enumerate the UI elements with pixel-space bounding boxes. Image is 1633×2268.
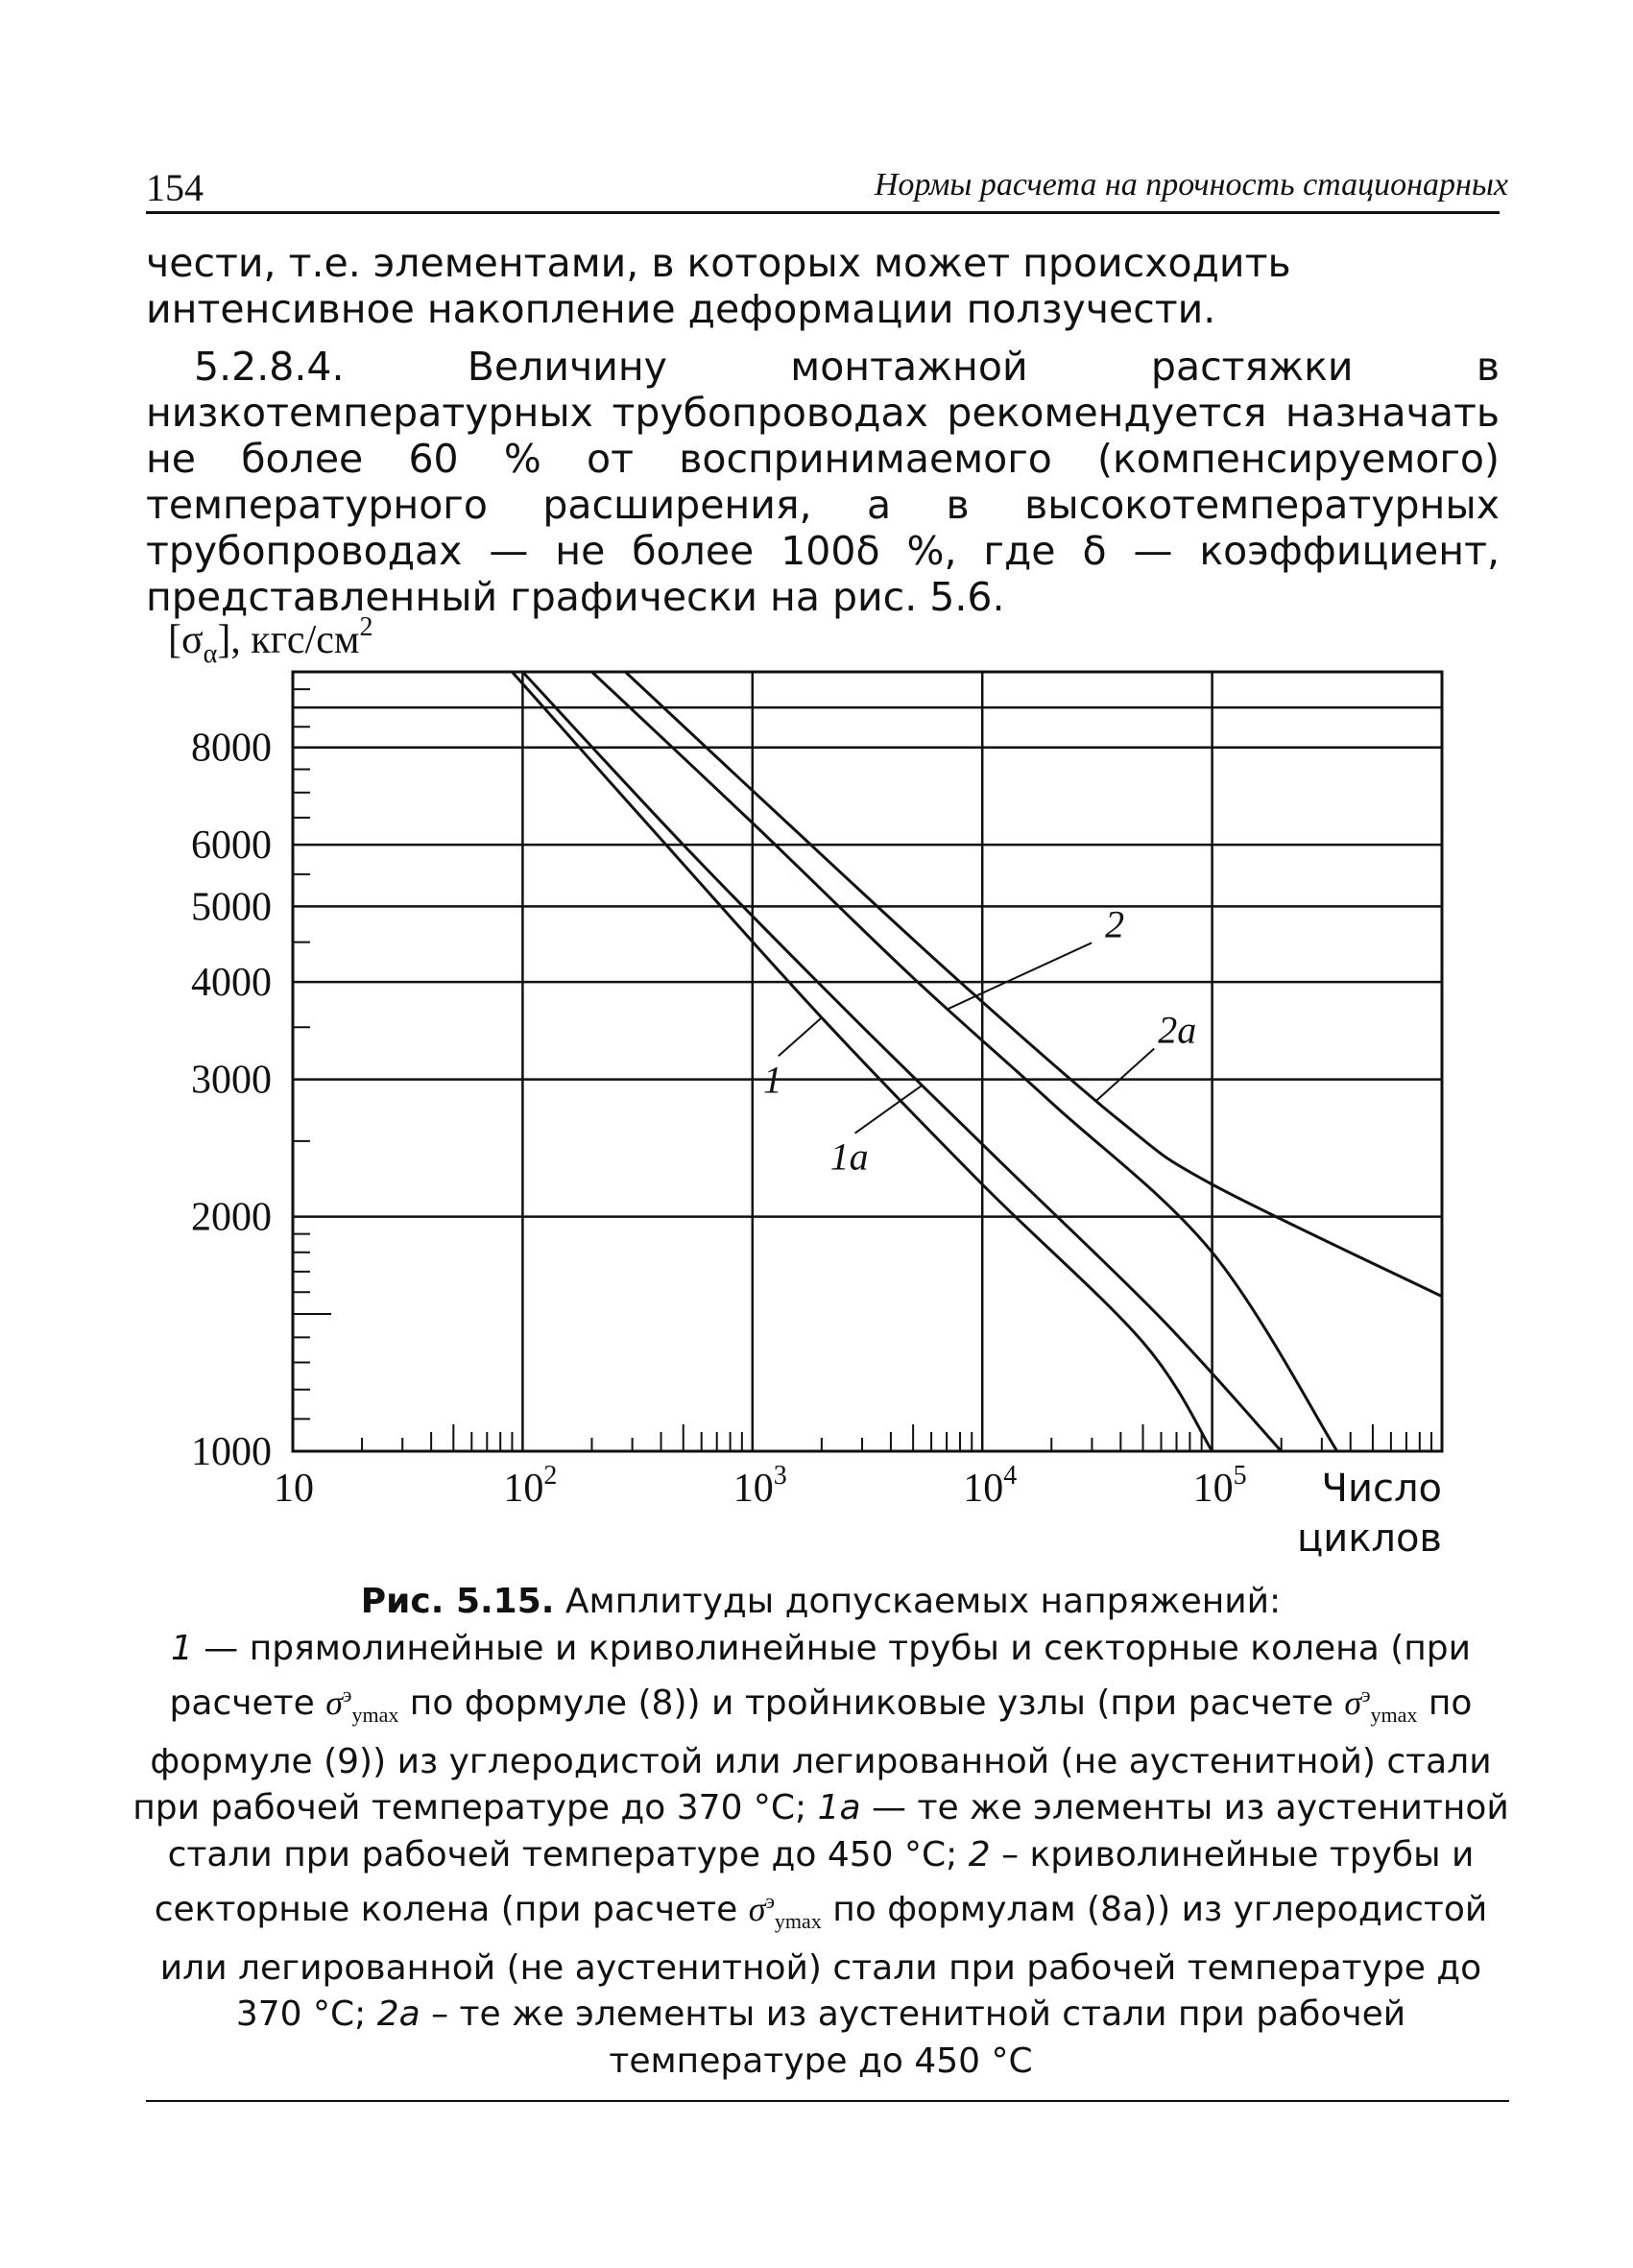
curve-1a: [522, 672, 1281, 1451]
chart-curves: [512, 672, 1442, 1451]
caption-text-2a-desc: – те же элементы из аустенитной стали при рабочей температуре до 450 °С: [420, 1994, 1406, 2081]
sigma-sub: ymax: [351, 1703, 399, 1728]
running-head: Нормы расчета на прочность стационарных: [874, 167, 1508, 203]
y-tick-label: 3000: [191, 1058, 272, 1103]
caption-text-2b: по формулам (8а)) из углеродистой или легированной (не аустенитной) стали при рабочей температуре до 370 °С;: [159, 1890, 1488, 2035]
sigma-letter: σ: [1344, 1683, 1362, 1722]
sigma-sup: э: [765, 1889, 775, 1914]
caption-title: Амплитуды допускаемых напряжений:: [564, 1582, 1282, 1621]
x-tick-label: $10^5$: [1192, 1461, 1247, 1511]
curve-label-leader: [855, 1086, 923, 1134]
caption-key-2: 2: [968, 1834, 991, 1874]
sigma-symbol: [1344, 1683, 1418, 1728]
x-tick-exponent: 4: [1003, 1461, 1018, 1491]
sigma-letter: σ: [748, 1890, 766, 1929]
x-axis-title: циклов: [1297, 1516, 1442, 1561]
page-number: 154: [146, 166, 204, 209]
caption-title-line: [125, 1579, 1517, 1626]
x-tick-label: 10: [274, 1467, 314, 1511]
y-tick-label: 2000: [191, 1195, 272, 1240]
curve-1: [512, 672, 1212, 1451]
x-axis-title: Число: [1321, 1467, 1442, 1511]
caption-key-1a: 1а: [817, 1788, 861, 1828]
x-tick-exponent: 3: [773, 1461, 787, 1491]
caption-body: [125, 1626, 1517, 2086]
caption-text-1a-desc: — те же элементы из аустенитной стали при рабочей температуре до 450 °С;: [167, 1788, 1509, 1874]
curve-label-leader: [948, 943, 1092, 1009]
sigma-symbol: [748, 1889, 822, 1934]
y-axis-title-sup: 2: [359, 612, 373, 642]
y-tick-label: 4000: [191, 961, 272, 1006]
chart-minor-ticks: [293, 689, 1431, 1451]
caption-figure-number: Рис. 5.15.: [360, 1582, 555, 1621]
curve-label-leader: [779, 1017, 822, 1056]
caption-text-1b: по формуле (8)) и тройниковые узлы (при расчете: [398, 1683, 1345, 1723]
caption-text-2a: – криволинейные трубы и секторные колена (при расчете: [154, 1834, 1475, 1930]
x-tick-label: $10^2$: [503, 1461, 558, 1511]
sigma-sup: э: [1361, 1683, 1371, 1707]
caption-key-1: 1: [170, 1628, 193, 1668]
paragraph-2-text: 5.2.8.4. Величину монтажной растяжки в низкотемпературных трубопроводах рекомендуется назначать не более 60 % от воспринимаемого (компенсируемого) температурного расширения, а в высокотемпературных трубопроводах — не более 100δ %, где δ — коэффициент, представленный графически на рис. 5.6.: [146, 344, 1500, 620]
curve-label: 1: [762, 1058, 782, 1102]
y-tick-label: 5000: [191, 885, 272, 930]
sigma-sub: ymax: [1370, 1703, 1418, 1728]
caption-text-1c: по формуле (9)) из углеродистой или легированной (не аустенитной) стали при рабочей температуре до 370 °С;: [132, 1683, 1492, 1828]
curve-label: 1a: [829, 1134, 869, 1179]
sigma-symbol: [325, 1683, 399, 1728]
sigma-sub: ymax: [774, 1909, 822, 1934]
curve-label: 2a: [1158, 1008, 1197, 1052]
x-tick-label: $10^3$: [732, 1461, 787, 1511]
sigma-sup: э: [343, 1683, 352, 1707]
caption-text-1a: — прямолинейные и криволинейные трубы и секторные колена (при расчете: [169, 1628, 1472, 1723]
figure-caption: [125, 1579, 1517, 2085]
caption-key-2a: 2а: [376, 1994, 420, 2035]
x-tick-exponent: 2: [543, 1461, 558, 1491]
curve-2: [592, 672, 1337, 1451]
sigma-letter: σ: [325, 1683, 343, 1722]
x-tick-label: $10^4$: [963, 1461, 1018, 1511]
bottom-rule: [146, 2100, 1509, 2102]
y-tick-label: 1000: [191, 1430, 272, 1474]
y-tick-label: 8000: [191, 726, 272, 771]
y-axis-title: [168, 612, 372, 669]
x-tick-exponent: 5: [1233, 1461, 1247, 1491]
paragraph-1: чести, т.е. элементами, в которых может происходить интенсивное накопление деформации ползучести.: [146, 240, 1291, 332]
curve-2a: [625, 672, 1442, 1297]
curve-label: 2: [1105, 902, 1125, 946]
y-axis-title-unit: ], кгс/см: [217, 618, 360, 662]
curve-label-leader: [1096, 1049, 1154, 1101]
y-axis-title-open: [σ: [168, 618, 204, 662]
y-tick-label: 6000: [191, 824, 272, 869]
y-axis-title-sub: α: [203, 639, 218, 669]
